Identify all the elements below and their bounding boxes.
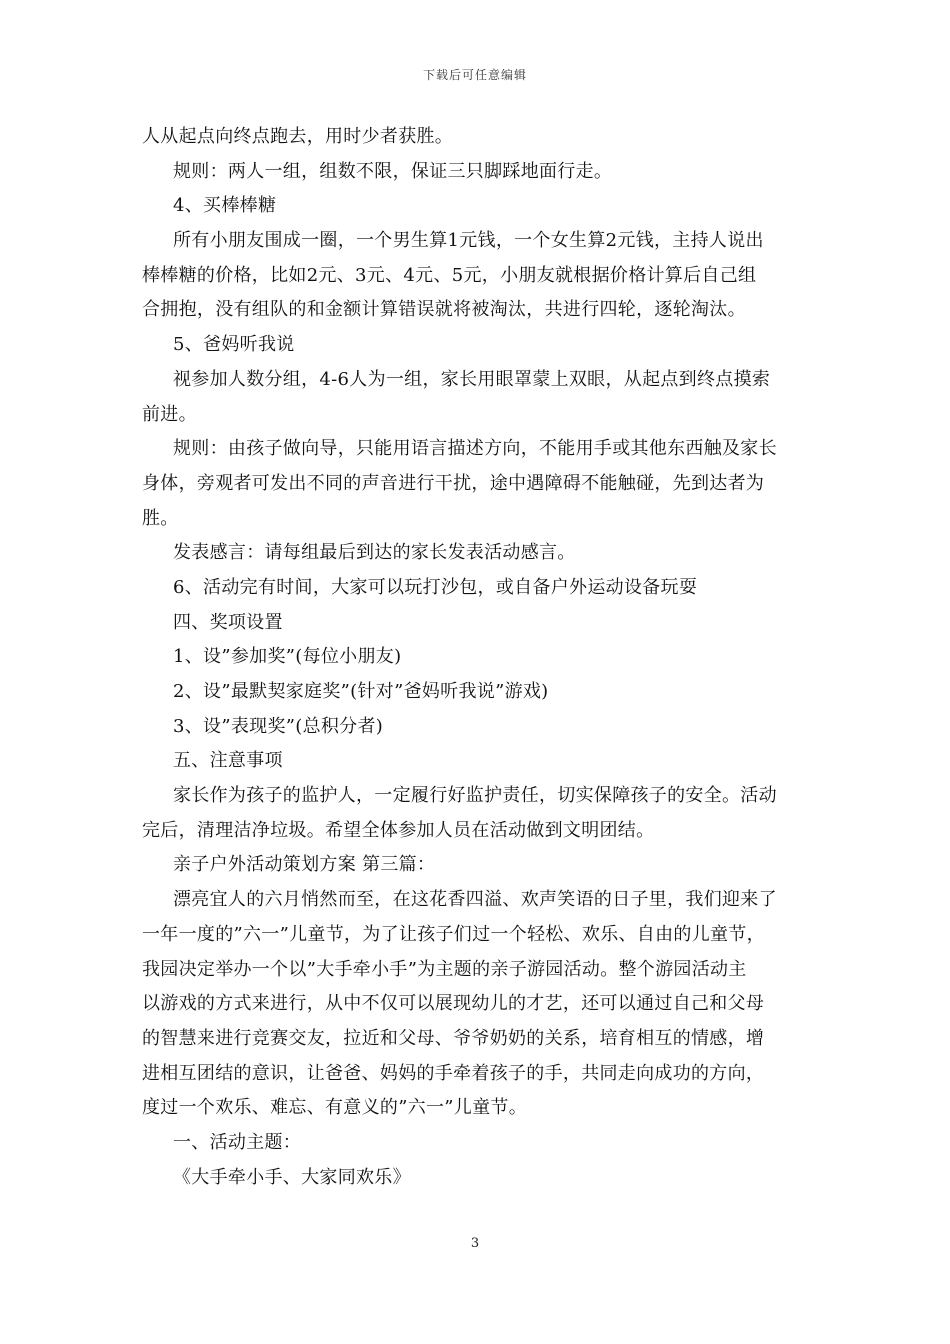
text-line: 家长作为孩子的监护人，一定履行好监护责任，切实保障孩子的安全。活动 [173, 785, 777, 807]
text-line: 视参加人数分组，4-6人为一组，家长用眼罩蒙上双眼，从起点到终点摸索 [173, 368, 771, 390]
text-line: 度过一个欢乐、难忘、有意义的”六一”儿童节。 [142, 1097, 528, 1119]
text-line: 四、奖项设置 [173, 611, 283, 633]
text-line: 所有小朋友围成一圈，一个男生算1元钱，一个女生算2元钱，主持人说出 [173, 230, 764, 252]
page-number: 3 [470, 1236, 480, 1251]
text-line: 合拥抱，没有组队的和金额计算错误就将被淘汰，共进行四轮，逐轮淘汰。 [142, 299, 746, 321]
text-line: 一年一度的”六一”儿童节，为了让孩子们过一个轻松、欢乐、自由的儿童节， [142, 923, 765, 945]
text-line: 的智慧来进行竞赛交友，拉近和父母、爷爷奶奶的关系，培育相互的情感，增 [142, 1027, 765, 1049]
text-line: 五、注意事项 [173, 750, 283, 772]
text-line: 身体，旁观者可发出不同的声音进行干扰，途中遇障碍不能触碰，先到达者为 [142, 472, 765, 494]
text-line: 3、设”表现奖”(总积分者) [173, 715, 384, 737]
text-line: 规则：两人一组，组数不限，保证三只脚踩地面行走。 [173, 160, 613, 182]
text-line: 2、设”最默契家庭奖”(针对”爸妈听我说”游戏) [173, 681, 549, 702]
text-line: 以游戏的方式来进行，从中不仅可以展现幼儿的才艺，还可以通过自己和父母 [142, 993, 765, 1015]
text-line: 发表感言：请每组最后到达的家长发表活动感言。 [173, 542, 576, 564]
text-line: 完后，清理洁净垃圾。希望全体参加人员在活动做到文明团结。 [142, 819, 655, 841]
text-line: 人从起点向终点跑去，用时少者获胜。 [142, 126, 454, 147]
text-line: 前进。 [142, 403, 197, 425]
text-line: 6、活动完有时间，大家可以玩打沙包，或自备户外运动设备玩耍 [173, 576, 698, 598]
text-line: 规则：由孩子做向导，只能用语言描述方向，不能用手或其他东西触及家长 [173, 438, 777, 460]
text-line: 亲子户外活动策划方案 第三篇： [173, 854, 436, 876]
text-line: 4、买棒棒糖 [173, 195, 277, 217]
text-line: 漂亮宜人的六月悄然而至，在这花香四溢、欢声笑语的日子里，我们迎来了 [173, 889, 777, 911]
page-header [0, 66, 950, 83]
text-line: 一、活动主题： [173, 1131, 302, 1153]
document-body [142, 120, 812, 1195]
header-note: 下载后可任意编辑 [422, 68, 527, 82]
text-line: 胜。 [142, 507, 179, 529]
text-line: 1、设”参加奖”(每位小朋友) [173, 646, 402, 668]
text-line: 我园决定举办一个以”大手牵小手”为主题的亲子游园活动。整个游园活动主 [142, 958, 747, 980]
text-line: 5、爸妈听我说 [173, 334, 295, 356]
text-line: 进相互团结的意识，让爸爸、妈妈的手牵着孩子的手，共同走向成功的方向， [142, 1062, 765, 1084]
page-footer [0, 1236, 950, 1251]
text-line: 棒棒糖的价格，比如2元、3元、4元、5元，小朋友就根据价格计算后自己组 [142, 264, 757, 286]
text-line: 《大手牵小手、大家同欢乐》 [173, 1166, 411, 1188]
